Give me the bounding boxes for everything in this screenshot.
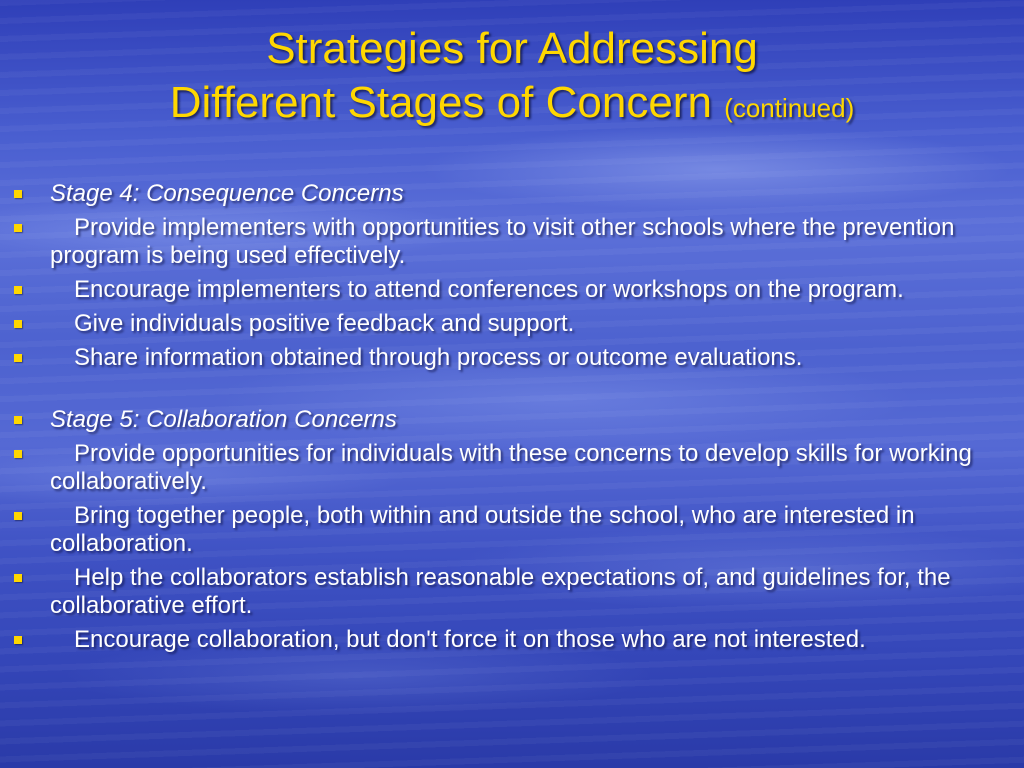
square-bullet-icon [14, 636, 22, 644]
stage-4-heading-item [14, 180, 1014, 208]
title-continued-label: (continued) [724, 93, 855, 123]
stage-5-heading: Stage 5: Collaboration Concerns [50, 406, 397, 433]
square-bullet-icon [14, 224, 22, 232]
stage-4-item-1: Provide implementers with opportunities to visit other schools where the prevention program is being used effectively. [50, 214, 955, 269]
list-item [14, 276, 1014, 304]
stage-4-heading: Stage 4: Consequence Concerns [50, 180, 404, 207]
square-bullet-icon [14, 574, 22, 582]
square-bullet-icon [14, 320, 22, 328]
square-bullet-icon [14, 286, 22, 294]
stage-5-item-2: Bring together people, both within and outside the school, who are interested in collaboration. [50, 502, 915, 557]
stage-5-heading-item [14, 406, 1014, 434]
title-line-1: Strategies for Addressing [266, 24, 758, 73]
square-bullet-icon [14, 190, 22, 198]
stage-4-item-3: Give individuals positive feedback and support. [74, 310, 575, 337]
square-bullet-icon [14, 450, 22, 458]
title-line-2 [0, 76, 1024, 135]
title-line-2-text: Different Stages of Concern [169, 78, 712, 127]
square-bullet-icon [14, 512, 22, 520]
stage-5-item-4: Encourage collaboration, but don't force it on those who are not interested. [74, 626, 866, 653]
list-item [14, 626, 1014, 654]
list-item [14, 564, 1014, 620]
list-item [14, 310, 1014, 338]
bullet-list [14, 180, 1014, 660]
square-bullet-icon [14, 416, 22, 424]
list-item [14, 502, 1014, 558]
stage-5-item-1: Provide opportunities for individuals with these concerns to develop skills for working collaboratively. [50, 440, 972, 495]
slide-title [0, 22, 1024, 135]
list-item [14, 440, 1014, 496]
stage-4-item-2: Encourage implementers to attend conferences or workshops on the program. [74, 276, 904, 303]
stage-5-item-3: Help the collaborators establish reasonable expectations of, and guidelines for, the collaborative effort. [50, 564, 951, 619]
list-item [14, 344, 1014, 372]
list-item [14, 214, 1014, 270]
stage-4-item-4: Share information obtained through process or outcome evaluations. [74, 344, 803, 371]
square-bullet-icon [14, 354, 22, 362]
